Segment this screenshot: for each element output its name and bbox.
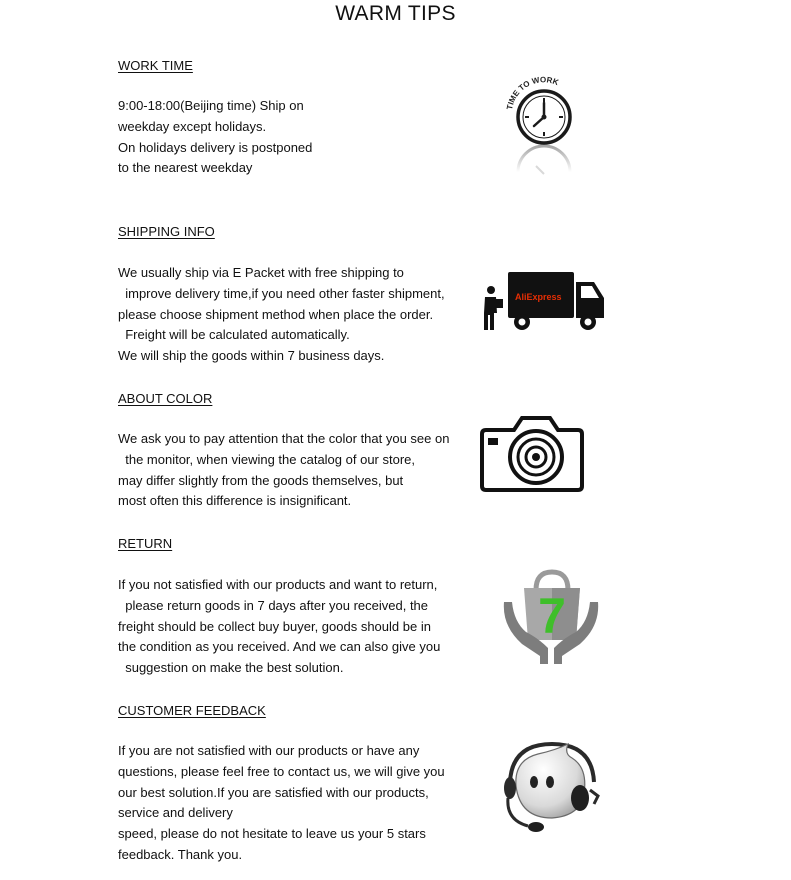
- text-line: suggestion on make the best solution.: [118, 660, 344, 676]
- text-line: may differ slightly from the goods themselves, but: [118, 472, 404, 488]
- text-line: service and delivery: [118, 805, 233, 821]
- text-line: most often this difference is insignificant.: [118, 493, 352, 509]
- text-line: weekday except holidays.: [118, 118, 267, 134]
- section-heading-about-color: ABOUT COLOR: [118, 391, 213, 406]
- delivery-truck-icon: [478, 268, 606, 334]
- text-line: speed, please do not hesitate to leave us your 5 stars: [118, 826, 426, 842]
- text-line: please choose shipment method when place the order.: [118, 306, 434, 322]
- camera-icon: [480, 412, 584, 494]
- section-text-return: [118, 575, 440, 679]
- section-text-customer-feedback: [118, 741, 445, 866]
- text-line: Freight will be calculated automatically.: [118, 327, 350, 343]
- text-line: If you not satisfied with our products and want to return,: [118, 577, 438, 592]
- text-line: our best solution.If you are satisfied with our products,: [118, 784, 429, 800]
- text-line: On holidays delivery is postponed: [118, 139, 313, 155]
- headset-support-icon: [498, 740, 602, 836]
- return-days-number: 7: [538, 588, 566, 644]
- section-heading-shipping-info: SHIPPING INFO: [118, 224, 215, 239]
- clock-label: TIME TO WORK: [505, 75, 560, 111]
- text-line: questions, please feel free to contact us, we will give you: [118, 763, 445, 779]
- text-line: We usually ship via E Packet with free shipping to: [118, 265, 404, 280]
- text-line: improve delivery time,if you need other faster shipment,: [118, 285, 445, 301]
- page-title: WARM TIPS: [335, 2, 456, 25]
- section-heading-work-time: WORK TIME: [118, 58, 193, 73]
- text-line: the monitor, when viewing the catalog of our store,: [118, 451, 416, 467]
- text-line: 9:00-18:00(Beijing time) Ship on: [118, 98, 304, 113]
- text-line: to the nearest weekday: [118, 160, 253, 176]
- text-line: We will ship the goods within 7 business days.: [118, 348, 385, 364]
- section-text-work-time: [118, 96, 312, 179]
- text-line: the condition as you received. And we can also give you: [118, 639, 441, 655]
- aliexpress-logo: AliExpress: [515, 292, 562, 302]
- section-text-shipping-info: [118, 263, 445, 367]
- section-text-about-color: [118, 429, 449, 512]
- text-line: We ask you to pay attention that the color that you see on: [118, 431, 450, 446]
- text-line: freight should be collect buy buyer, goods should be in: [118, 618, 431, 634]
- section-heading-customer-feedback: CUSTOMER FEEDBACK: [118, 703, 266, 718]
- clock-icon: [496, 72, 586, 192]
- return-bag-icon: [500, 566, 602, 666]
- text-line: feedback. Thank you.: [118, 846, 243, 862]
- text-line: If you are not satisfied with our products or have any: [118, 743, 420, 758]
- text-line: please return goods in 7 days after you received, the: [118, 597, 429, 613]
- section-heading-return: RETURN: [118, 536, 173, 551]
